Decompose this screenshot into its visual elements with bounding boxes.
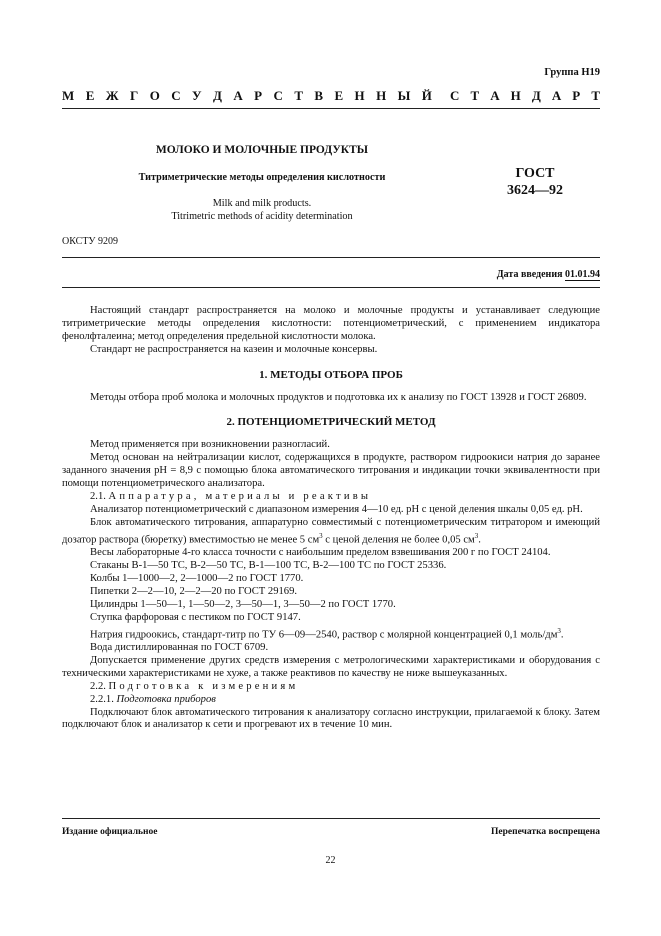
english-title-line-2: Titrimetric methods of acidity determination [171, 211, 353, 222]
header-rule [62, 108, 600, 109]
banner-letter: Н [376, 88, 387, 103]
subsection-2-2 [62, 681, 600, 694]
paragraph: Анализатор потенциометрический с диапазоном измерения 4—10 ед. pH с ценой деления шкалы 0,05 ед. pH. [90, 503, 583, 515]
banner-letter: Ж [105, 88, 119, 103]
superscript: 3 [474, 531, 479, 540]
subsection-number: 2.1. [90, 490, 106, 502]
paragraph: Методы отбора проб молока и молочных продуктов и подготовка их к анализу по ГОСТ 13928 и ГОСТ 26809. [90, 391, 587, 403]
gost-number [490, 165, 580, 199]
paragraph: Весы лабораторные 4-го класса точности с наибольшим пределом взвешивания 200 г по ГОСТ 24104. [90, 547, 551, 559]
text-part: . [560, 629, 564, 641]
document-body [62, 305, 600, 732]
paragraph: Подключают блок автоматического титрования к анализатору согласно инструкции, прилагаемой к блоку. Затем подключают блок и анализатор к сети и прогревают их в течение 10 мин. [62, 706, 600, 731]
paragraph: Колбы 1—1000—2, 2—1000—2 по ГОСТ 1770. [90, 572, 304, 584]
paragraph: Допускается применение других средств измерения с метрологическими характеристиками и оборудования с техническими характеристиками не хуже, а также реактивов по качеству не ниже вышеуказанных. [62, 654, 600, 679]
intro-date [497, 269, 600, 280]
subsection-title: Подготовка к измерениям [108, 680, 299, 692]
footer-rule [62, 818, 600, 819]
page-number: 22 [325, 855, 336, 866]
footer-official-edition: Издание официальное [62, 827, 158, 837]
paragraph: Метод применяется при возникновении разногласий. [90, 439, 330, 451]
banner-letter: Т [470, 88, 480, 103]
intro-date-value: 01.01.94 [565, 269, 600, 280]
paragraph: Ступка фарфоровая с пестиком по ГОСТ 9147. [90, 611, 301, 623]
section-heading-1: 1. МЕТОДЫ ОТБОРА ПРОБ [259, 368, 403, 381]
group-code: Группа Н19 [544, 67, 600, 78]
subsection-title: Подготовка приборов [116, 693, 216, 705]
okstu-rule [62, 257, 600, 258]
banner-letter: С [171, 88, 181, 103]
paragraph [62, 625, 600, 642]
paragraph: Пипетки 2—2—10, 2—2—20 по ГОСТ 29169. [90, 585, 298, 597]
banner-letter: М [62, 88, 75, 103]
banner-letter: У [192, 88, 202, 103]
paragraph [62, 517, 600, 547]
subsection-title: Аппаратура, материалы и реактивы [108, 490, 372, 502]
gost-label: ГОСТ [515, 166, 555, 181]
banner-letter: Ы [397, 88, 411, 103]
banner-letter: Е [85, 88, 95, 103]
text-part: . [478, 534, 481, 546]
subsection-2-2-1 [62, 694, 600, 707]
paragraph: Стаканы В-1—50 ТС, В-2—50 ТС, В-1—100 ТС, В-2—100 ТС по ГОСТ 25336. [90, 560, 447, 572]
banner-letter: Т [591, 88, 600, 103]
subsection-2-1 [62, 491, 600, 504]
banner-letter: Т [294, 88, 303, 103]
intro-date-label: Дата введения [496, 269, 563, 280]
footer-reprint-prohibited: Перепечатка воспрещена [490, 827, 600, 837]
banner-letter: А [551, 88, 562, 103]
subsection-number: 2.2. [90, 680, 106, 692]
superscript: 3 [557, 626, 561, 635]
banner-letter: Й [421, 88, 432, 103]
subsection-number: 2.2.1. [90, 693, 114, 705]
banner-letter: С [450, 88, 460, 103]
doc-subtitle: Титриметрические методы определения кислотности [138, 172, 386, 183]
gost-code: 3624—92 [507, 183, 563, 198]
banner-letter: А [233, 88, 243, 103]
banner-letter: О [149, 88, 160, 103]
banner-letter: С [273, 88, 283, 103]
banner-letter: Р [572, 88, 581, 103]
banner-letter: Г [130, 88, 139, 103]
text-part: Натрия гидроокись, стандарт-титр по ТУ 6—09—2540, раствор с молярной концентрацией 0,1 моль/дм [90, 629, 558, 641]
paragraph: Настоящий стандарт распространяется на молоко и молочные продукты и устанавливает следующие титриметрические методы определения кислотности: потенциометрический, с применением индикатора фенолфталеина; метод определения предельной кислотности молока. [62, 305, 600, 342]
paragraph: Метод основан на нейтрализации кислот, содержащихся в продукте, раствором гидроокиси натрия до заранее заданного значения pH = 8,9 с помощью блока автоматического титрования и индикации точки эквивалентности при помощи потенциометрического анализатора. [62, 452, 600, 490]
paragraph: Вода дистиллированная по ГОСТ 6709. [90, 642, 269, 653]
banner-word-2 [450, 88, 600, 104]
text-part: Блок автоматического титрования, аппаратурно совместимый с потенциометрическим титратором и имеющий дозатор раствора (бюретку) вместимостью не менее 5 см [62, 516, 600, 546]
banner-letter: Д [531, 88, 541, 103]
banner-word-1 [62, 88, 432, 104]
doc-title: МОЛОКО И МОЛОЧНЫЕ ПРОДУКТЫ [155, 144, 369, 156]
okstu-code: ОКСТУ 9209 [62, 236, 119, 247]
superscript: 3 [319, 531, 323, 540]
banner-letter: Н [510, 88, 521, 103]
banner-letter: Р [254, 88, 263, 103]
text-part: с ценой деления не более 0,05 см [322, 534, 475, 546]
banner-letter: В [314, 88, 324, 103]
paragraph: Стандарт не распространяется на казеин и молочные консервы. [90, 343, 378, 355]
banner-letter: А [490, 88, 500, 103]
english-title-line-1: Milk and milk products. [212, 198, 312, 209]
date-rule [62, 287, 600, 288]
banner-letter: Е [334, 88, 344, 103]
banner-letter: Н [354, 88, 365, 103]
english-title [62, 197, 462, 223]
paragraph: Цилиндры 1—50—1, 1—50—2, 3—50—1, 3—50—2 по ГОСТ 1770. [90, 598, 396, 610]
standard-banner [62, 88, 600, 104]
section-heading-2: 2. ПОТЕНЦИОМЕТРИЧЕСКИЙ МЕТОД [226, 416, 436, 429]
banner-letter: Д [213, 88, 222, 103]
